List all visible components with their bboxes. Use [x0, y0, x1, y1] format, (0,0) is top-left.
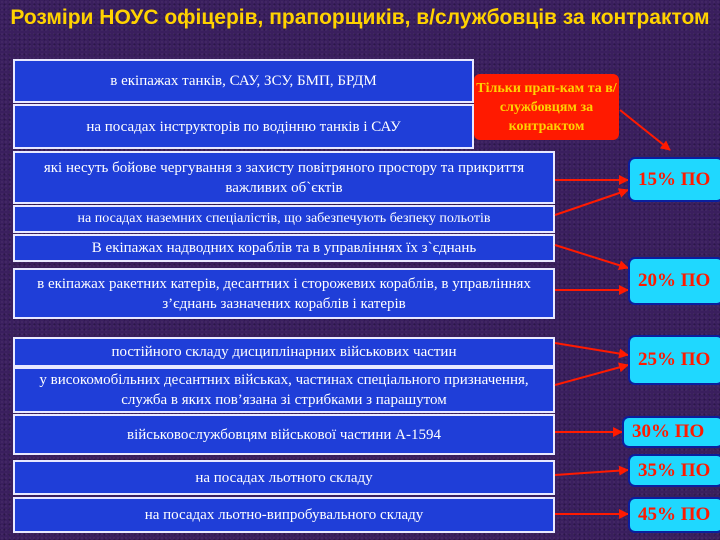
category-disciplinary-units: постійного складу дисциплінарних військових частин	[13, 337, 555, 367]
badge-25-percent: 25% ПО	[628, 335, 720, 385]
category-driving-instructors: на посадах інструкторів по водінню танків і САУ	[13, 104, 474, 149]
enlisted-only-note: Тільки прап-кам та в/службовцям за контрактом	[474, 74, 619, 140]
page-title: Розміри НОУС офіцерів, прапорщиків, в/службовців за контрактом	[10, 6, 710, 29]
badge-20-percent: 20% ПО	[628, 257, 720, 305]
category-airborne-parachute: у високомобільних десантних військах, частинах спеціального призначення, служба в яких пов’язана зі стрибками з парашутом	[13, 367, 555, 413]
category-tanks: в екіпажах танків, САУ, ЗСУ, БМП, БРДМ	[13, 59, 474, 103]
arrow-25-b	[555, 365, 628, 385]
arrow-20-a	[555, 245, 628, 268]
category-flight-crew: на посадах льотного складу	[13, 460, 555, 495]
badge-15-percent: 15% ПО	[628, 157, 720, 202]
badge-30-percent: 30% ПО	[622, 416, 720, 448]
arrow-15-note	[620, 110, 670, 150]
category-flight-test-crew: на посадах льотно-випробувального складу	[13, 497, 555, 533]
category-missile-boats: в екіпажах ракетних катерів, десантних і сторожевих кораблів, в управліннях з’єднань зазначених кораблів і катерів	[13, 268, 555, 319]
category-surface-ships: В екіпажах надводних кораблів та в управліннях їх з`єднань	[13, 234, 555, 262]
arrow-15-c	[555, 190, 628, 215]
badge-35-percent: 35% ПО	[628, 454, 720, 487]
category-ground-specialists: на посадах наземних спеціалістів, що забезпечують безпеку польотів	[13, 205, 555, 233]
arrow-35	[555, 470, 628, 475]
badge-45-percent: 45% ПО	[628, 497, 720, 533]
category-unit-a1594: військовослужбовцям військової частини А-1594	[13, 414, 555, 455]
arrow-25-a	[555, 343, 628, 355]
category-air-defense-duty: які несуть бойове чергування з захисту повітряного простору та прикриття важливих об`єктів	[13, 151, 555, 204]
